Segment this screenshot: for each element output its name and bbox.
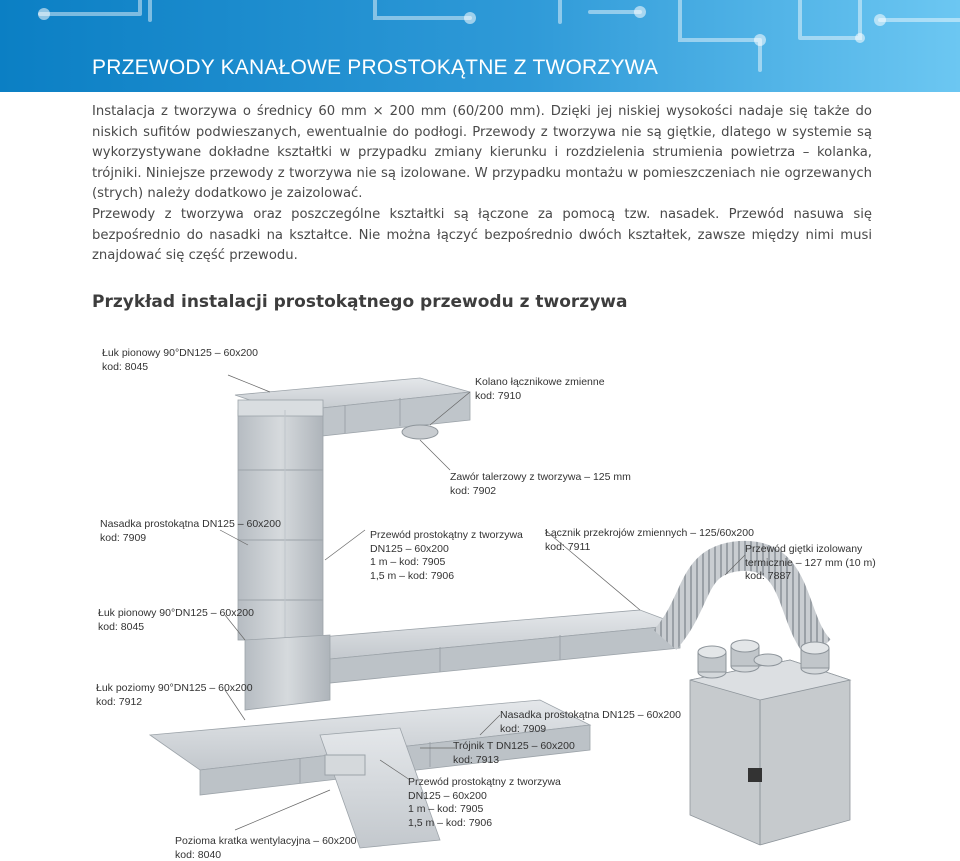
page-title: PRZEWODY KANAŁOWE PROSTOKĄTNE Z TWORZYWA bbox=[92, 56, 659, 79]
label-luk-pionowy-top: Łuk pionowy 90°DN125 – 60x200 kod: 8045 bbox=[102, 347, 258, 373]
label-luk-pionowy-mid: Łuk pionowy 90°DN125 – 60x200 kod: 8045 bbox=[98, 607, 254, 633]
lower-horizontal-duct bbox=[285, 610, 680, 684]
label-nasadka-right: Nasadka prostokątna DN125 – 60x200 kod: 7909 bbox=[500, 709, 681, 735]
label-przewod-top: Przewód prostokątny z tworzywa DN125 – 60x200 1 m – kod: 7905 1,5 m – kod: 7906 bbox=[370, 529, 523, 582]
label-przewod-bottom: Przewód prostokątny z tworzywa DN125 – 60x200 1 m – kod: 7905 1,5 m – kod: 7906 bbox=[408, 776, 561, 829]
label-lacznik: Łącznik przekrojów zmiennych – 125/60x200 kod: 7911 bbox=[545, 527, 754, 553]
ventilation-unit bbox=[690, 640, 850, 845]
label-zawor: Zawór talerzowy z tworzywa – 125 mm kod: 7902 bbox=[450, 471, 631, 497]
header-band bbox=[0, 0, 960, 92]
section-title: Przykład instalacji prostokątnego przewodu z tworzywa bbox=[92, 292, 628, 312]
label-przewod-giętki: Przewód giętki izolowany termicznie – 127 mm (10 m) kod: 7887 bbox=[745, 543, 876, 582]
label-nasadka-left: Nasadka prostokątna DN125 – 60x200 kod: 7909 bbox=[100, 518, 281, 544]
label-trojnik: Trójnik T DN125 – 60x200 kod: 7913 bbox=[453, 740, 575, 766]
label-kolano: Kolano łącznikowe zmienne kod: 7910 bbox=[475, 376, 605, 402]
connection-paragraph: Przewody z tworzywa oraz poszczególne kształtki są łączone za pomocą tzw. nasadek. Przewód nasuwa się bezpośrednio do nasadki na kształtce. Nie można łączyć bezpośrednio dwóch kształtek, zawsze między nimi musi znajdować się część przewodu. bbox=[92, 207, 872, 263]
label-luk-poziomy: Łuk poziomy 90°DN125 – 60x200 kod: 7912 bbox=[96, 682, 253, 708]
label-kratka: Pozioma kratka wentylacyjna – 60x200 kod: 8040 bbox=[175, 835, 357, 861]
intro-paragraph: Instalacja z tworzywa o średnicy 60 mm × 200 mm (60/200 mm). Dzięki jej niskiej wysokości nadaje się także do niskich sufitów podwieszanych, ewentualnie do podłogi. Przewody z tworzywa nie są giętkie, dlatego w systemie są wykorzystywane dokładne kształtki w przypadku zmiany kierunku i rozdzielenia strumienia powietrza – kolanka, trójniki. Niniejsze przewody z tworzywa nie są izolowane. W przypadku montażu w pomieszczeniach nie ogrzewanych (strych) należy dodatkowo je zaizolować. bbox=[92, 104, 872, 201]
